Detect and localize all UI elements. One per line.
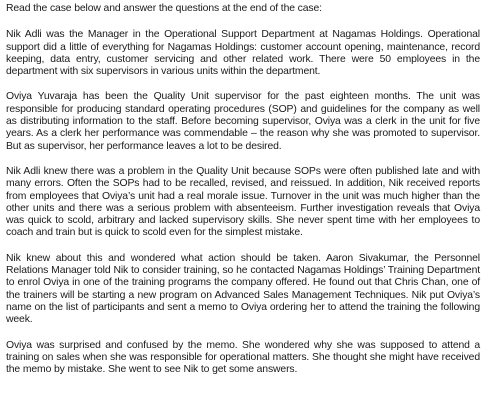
paragraph-quality-unit-problem: Nik Adli knew there was a problem in the Quality Unit because SOPs were often published late and with many errors. Often the SOPs had to be recalled, revised, and reissued. In addition, Nik received reports from employees that Oviya’s unit had a real morale issue. Turnover in the unit was much higher than the other units and there was a serious problem with absenteeism. Further investigation reveals that Oviya was quick to scold, arbitrary and lacked supervisory skills. She never spent time with her employees to coach and train but is quick to scold even for the simplest mistake. <box>6 165 480 239</box>
paragraph-oviya-reaction: Oviya was surprised and confused by the memo. She wondered why she was supposed to attend a training on sales when she was responsible for operational matters. She thought she might have received the memo by mistake. She went to see Nik to get some answers. <box>6 339 480 376</box>
paragraph-training-decision: Nik knew about this and wondered what action should be taken. Aaron Sivakumar, the Personnel Relations Manager told Nik to consider training, so he contacted Nagamas Holdings’ Training Department to enrol Oviya in one of the training programs the company offered. He found out that Chris Chan, one of the trainers will be starting a new program on Advanced Sales Management Techniques. Nik put Oviya’s name on the list of participants and sent a memo to Oviya ordering her to attend the training the following week. <box>6 252 480 326</box>
instruction-text: Read the case below and answer the questions at the end of the case: <box>6 3 322 14</box>
paragraph-nik-adli-intro: Nik Adli was the Manager in the Operational Support Department at Nagamas Holdings. Operational support did a little of everything for Nagamas Holdings: customer account opening, maintenance, record keeping, data entry, customer servicing and other related work. There were 50 employees in the department with six supervisors in various units within the department. <box>6 29 480 78</box>
paragraph-oviya-background: Oviya Yuvaraja has been the Quality Unit supervisor for the past eighteen months. The unit was responsible for producing standard operating procedures (SOP) and guidelines for the company as well as distributing information to the staff. Before becoming supervisor, Oviya was a clerk in the unit for five years. As a clerk her performance was commendable – the reason why she was promoted to supervisor. But as supervisor, her performance leaves a lot to be desired. <box>6 91 480 152</box>
